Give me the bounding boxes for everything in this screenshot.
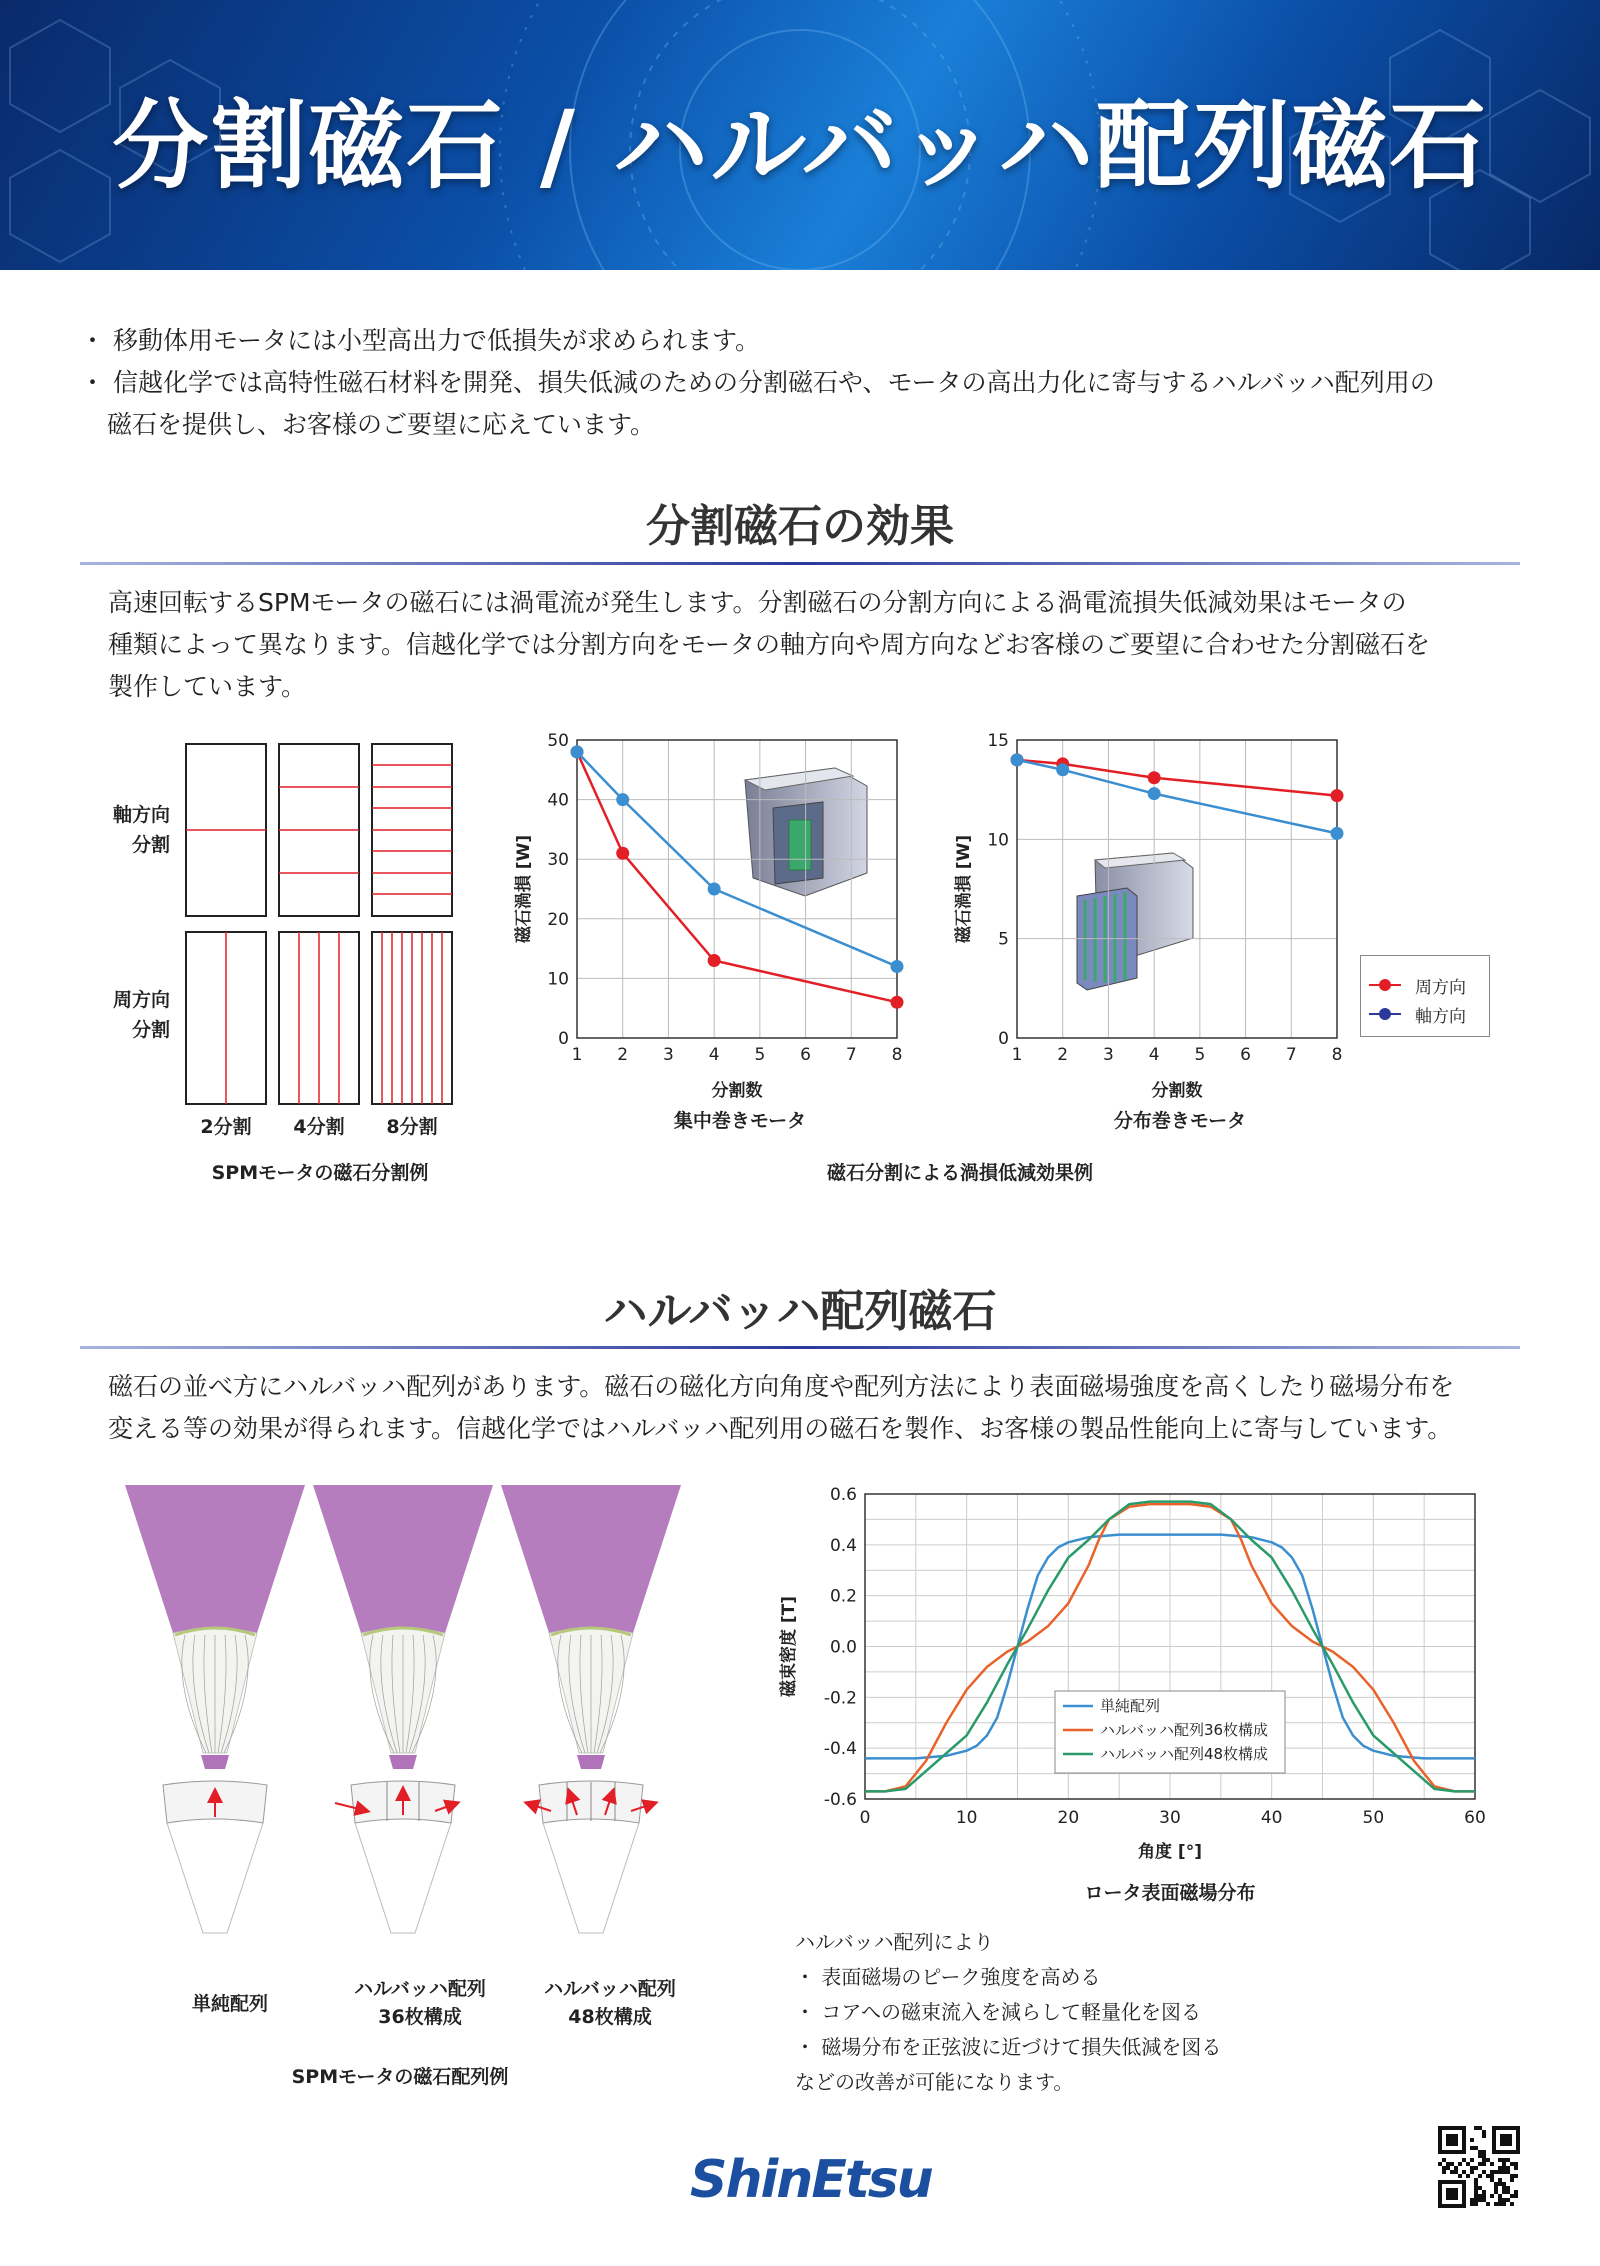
y-tick-label: 30 bbox=[547, 850, 569, 871]
halbach-benefits-notes bbox=[795, 1925, 1495, 2100]
section-divider-2 bbox=[80, 1346, 1520, 1349]
intro-bullets bbox=[80, 320, 1540, 446]
legend-label-axial: 軸方向 bbox=[1415, 1007, 1466, 1027]
arrangement-label-halbach48-line-2: 48枚構成 bbox=[568, 2006, 652, 2028]
x-tick-label: 40 bbox=[1260, 1808, 1283, 1828]
data-point bbox=[1056, 763, 1069, 776]
page-title: 分割磁石 / ハルバッハ配列磁石 bbox=[112, 90, 1488, 202]
x-tick-label: 10 bbox=[955, 1808, 978, 1828]
y-tick-label: 20 bbox=[547, 909, 569, 930]
legend-marker-circumferential bbox=[1379, 979, 1391, 991]
stator-region bbox=[125, 1485, 305, 1633]
data-point bbox=[616, 847, 629, 860]
legend-label: ハルバッハ配列48枚構成 bbox=[1100, 1745, 1269, 1763]
section2-paragraph-line-1: 磁石の並べ方にハルバッハ配列があります。磁石の磁化方向角度や配列方法により表面磁場強度を高くしたり磁場分布を bbox=[108, 1372, 1455, 1401]
x-tick-label: 2 bbox=[617, 1045, 629, 1065]
charts-caption: 磁石分割による渦損低減効果例 bbox=[826, 1162, 1093, 1184]
col-label-2: 2分割 bbox=[200, 1116, 252, 1138]
x-tick-label: 4 bbox=[708, 1045, 720, 1065]
data-point bbox=[891, 996, 904, 1009]
arrangement-label-halbach36-line-2: 36枚構成 bbox=[378, 2006, 462, 2028]
section2-paragraph bbox=[108, 1366, 1508, 1450]
data-point bbox=[1148, 787, 1161, 800]
col-label-4: 4分割 bbox=[293, 1116, 345, 1138]
fan-illustration-0 bbox=[125, 1485, 305, 1933]
y-axis-label: 磁束密度 [T] bbox=[779, 1595, 799, 1698]
row-label-circumferential: 周方向 分割 bbox=[112, 989, 170, 1041]
stator-region bbox=[313, 1485, 493, 1633]
legend-markers bbox=[1365, 956, 1405, 1036]
data-point bbox=[1331, 789, 1344, 802]
section-divider-1 bbox=[80, 562, 1520, 565]
fan-illustration-2 bbox=[501, 1485, 681, 1933]
x-tick-label: 30 bbox=[1159, 1808, 1181, 1828]
data-point bbox=[708, 883, 721, 896]
data-point bbox=[571, 745, 584, 758]
intro-bullet-1: ・ 移動体用モータには小型高出力で低損失が求められます。 bbox=[80, 326, 760, 355]
y-tick-label: 50 bbox=[547, 731, 569, 751]
split-diagram-caption: SPMモータの磁石分割例 bbox=[211, 1162, 429, 1184]
hero-banner bbox=[0, 0, 1600, 270]
x-tick-label: 1 bbox=[1011, 1045, 1023, 1065]
x-axis-label: 分割数 bbox=[711, 1081, 763, 1101]
x-tick-label: 1 bbox=[571, 1045, 583, 1065]
y-tick-label: 0.0 bbox=[829, 1637, 857, 1658]
x-tick-label: 3 bbox=[1103, 1045, 1114, 1065]
chart-legend bbox=[1360, 955, 1490, 1037]
data-point bbox=[1331, 827, 1344, 840]
x-tick-label: 50 bbox=[1362, 1808, 1385, 1828]
halbach-arrangement-illustrations bbox=[120, 1485, 710, 1965]
arrangement-label-simple-line-1: 単純配列 bbox=[191, 1993, 268, 2015]
data-point bbox=[891, 960, 904, 973]
x-tick-label: 2 bbox=[1057, 1045, 1069, 1065]
rotor-tip bbox=[201, 1755, 229, 1769]
rotor-core-outline bbox=[167, 1823, 263, 1933]
x-tick-label: 8 bbox=[891, 1045, 903, 1065]
arrangement-label-simple bbox=[140, 1990, 320, 2018]
y-tick-label: -0.2 bbox=[823, 1688, 857, 1709]
intro-bullet-2-continued: 磁石を提供し、お客様のご要望に応えています。 bbox=[107, 410, 656, 439]
chart3-caption: ロータ表面磁場分布 bbox=[1084, 1882, 1256, 1904]
chart-concentrated-winding bbox=[505, 728, 925, 1128]
y-tick-label: 40 bbox=[547, 790, 569, 811]
note-line-1: ハルバッハ配列により bbox=[795, 1930, 994, 1954]
x-tick-label: 7 bbox=[1285, 1045, 1297, 1065]
fan-illustration-1 bbox=[313, 1485, 493, 1933]
arrangement-label-halbach48-line-1: ハルバッハ配列 bbox=[544, 1978, 676, 2000]
stator-region bbox=[501, 1485, 681, 1633]
intro-bullet-2: ・ 信越化学では高特性磁石材料を開発、損失低減のための分割磁石や、モータの高出力化に寄与するハルバッハ配列用の bbox=[80, 368, 1435, 397]
data-point bbox=[708, 954, 721, 967]
col-label-8: 8分割 bbox=[386, 1116, 438, 1138]
x-tick-label: 8 bbox=[1331, 1045, 1343, 1065]
y-tick-label: 0.2 bbox=[829, 1586, 857, 1607]
y-tick-label: 10 bbox=[987, 830, 1009, 851]
data-point bbox=[616, 793, 629, 806]
row-label-axial: 軸方向 分割 bbox=[112, 804, 170, 856]
chart1-title: 集中巻きモータ bbox=[673, 1110, 807, 1132]
section1-paragraph bbox=[108, 582, 1508, 708]
y-tick-label: 0 bbox=[998, 1029, 1009, 1049]
y-tick-label: -0.6 bbox=[823, 1790, 857, 1810]
split-magnet-diagram bbox=[180, 738, 480, 1108]
intro-bullet-2-text: 信越化学では高特性磁石材料を開発、損失低減のための分割磁石や、モータの高出力化に寄与するハルバッハ配列用の bbox=[112, 368, 1435, 397]
legend-label-circumferential: 周方向 bbox=[1415, 978, 1466, 998]
x-tick-label: 20 bbox=[1057, 1808, 1080, 1828]
x-tick-label: 60 bbox=[1464, 1808, 1486, 1828]
chart3-legend bbox=[1055, 1691, 1285, 1773]
x-axis-label: 角度 [°] bbox=[1138, 1842, 1202, 1862]
y-tick-label: 5 bbox=[998, 929, 1009, 950]
chart-rotor-surface-field bbox=[770, 1478, 1490, 1868]
rotor-tip bbox=[577, 1755, 605, 1769]
x-tick-label: 6 bbox=[1240, 1045, 1251, 1065]
x-tick-label: 7 bbox=[845, 1045, 857, 1065]
arrangement-label-halbach36-line-1: ハルバッハ配列 bbox=[354, 1978, 486, 2000]
shinetsu-logo: ShinEtsu bbox=[690, 2150, 932, 2210]
y-tick-label: 0 bbox=[558, 1029, 569, 1049]
legend-label: ハルバッハ配列36枚構成 bbox=[1100, 1721, 1269, 1739]
rotor-core-outline bbox=[543, 1823, 639, 1933]
data-point bbox=[1148, 771, 1161, 784]
note-line-4: ・ 磁場分布を正弦波に近づけて損失低減を図る bbox=[795, 2035, 1222, 2059]
chart2-title: 分布巻きモータ bbox=[1113, 1110, 1247, 1132]
legend-marker-axial bbox=[1379, 1008, 1391, 1020]
legend-label: 単純配列 bbox=[1100, 1697, 1161, 1715]
x-axis-label: 分割数 bbox=[1151, 1081, 1203, 1101]
section1-paragraph-line-3: 製作しています。 bbox=[108, 672, 307, 701]
x-tick-label: 3 bbox=[663, 1045, 674, 1065]
rotor-core-outline bbox=[355, 1823, 451, 1933]
note-line-2: ・ 表面磁場のピーク強度を高める bbox=[795, 1965, 1101, 1989]
y-tick-label: 15 bbox=[987, 731, 1009, 751]
y-tick-label: 0.4 bbox=[829, 1535, 857, 1556]
x-tick-label: 6 bbox=[800, 1045, 811, 1065]
x-tick-label: 0 bbox=[859, 1808, 871, 1828]
qr-code-icon[interactable] bbox=[1436, 2124, 1522, 2210]
x-tick-label: 5 bbox=[754, 1045, 766, 1065]
section2-paragraph-line-2: 変える等の効果が得られます。信越化学ではハルバッハ配列用の磁石を製作、お客様の製品性能向上に寄与しています。 bbox=[108, 1414, 1453, 1443]
note-line-3: ・ コアへの磁束流入を減らして軽量化を図る bbox=[795, 2000, 1201, 2024]
x-tick-label: 5 bbox=[1194, 1045, 1206, 1065]
arrangement-label-halbach48 bbox=[520, 1975, 700, 2031]
section-title-halbach: ハルバッハ配列磁石 bbox=[603, 1286, 997, 1337]
y-tick-label: -0.4 bbox=[823, 1739, 857, 1760]
section1-paragraph-line-1: 高速回転するSPMモータの磁石には渦電流が発生します。分割磁石の分割方向による渦電流損失低減効果はモータの bbox=[108, 588, 1407, 617]
arrangements-caption: SPMモータの磁石配列例 bbox=[291, 2066, 509, 2088]
chart-distributed-winding bbox=[945, 728, 1365, 1128]
y-tick-label: 0.6 bbox=[829, 1485, 857, 1505]
x-tick-label: 4 bbox=[1148, 1045, 1160, 1065]
data-point bbox=[1011, 753, 1024, 766]
section1-paragraph-line-2: 種類によって異なります。信越化学では分割方向をモータの軸方向や周方向などお客様のご要望に合わせた分割磁石を bbox=[108, 630, 1431, 659]
y-axis-label: 磁石渦損 [W] bbox=[514, 834, 534, 944]
y-axis-label: 磁石渦損 [W] bbox=[954, 834, 974, 944]
intro-bullet-1-text: 移動体用モータには小型高出力で低損失が求められます。 bbox=[112, 326, 760, 355]
note-line-5: などの改善が可能になります。 bbox=[795, 2070, 1074, 2094]
motor-3d-model-distributed bbox=[1077, 853, 1193, 990]
section-title-split-magnet: 分割磁石の効果 bbox=[646, 501, 954, 552]
arrangement-label-halbach36 bbox=[330, 1975, 510, 2031]
y-tick-label: 10 bbox=[547, 969, 569, 990]
rotor-tip bbox=[389, 1755, 417, 1769]
